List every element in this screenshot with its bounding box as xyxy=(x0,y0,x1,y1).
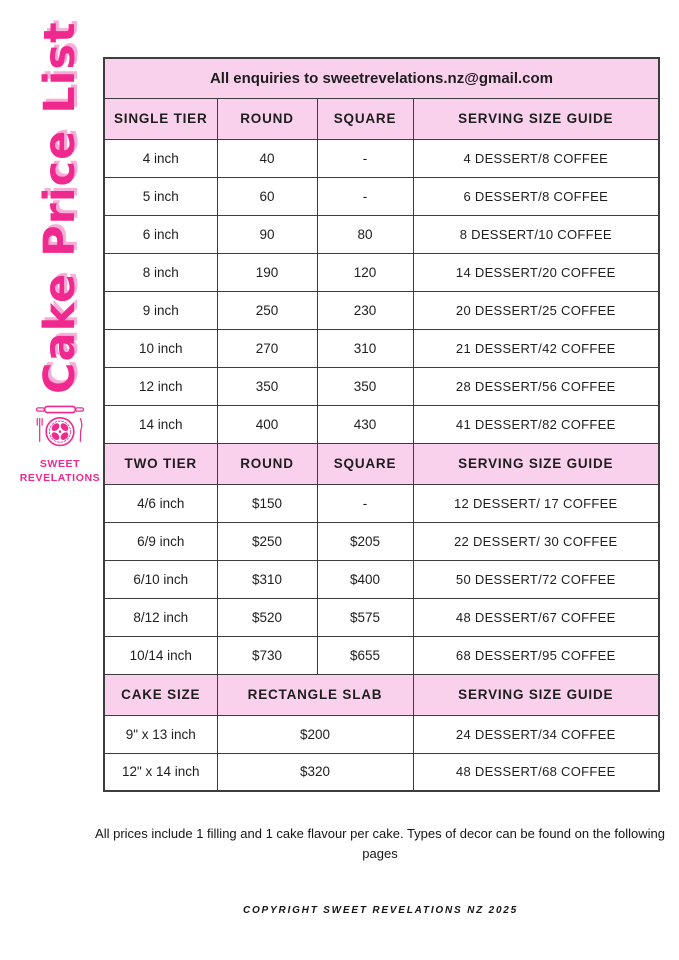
column-header-two-tier: TWO TIER xyxy=(104,443,217,484)
brand-name-line2: REVELATIONS xyxy=(19,471,101,484)
page-title: Cake Price List xyxy=(35,21,85,394)
cell-serving: 68 DESSERT/95 COFFEE xyxy=(413,636,659,674)
cell-size: 9" x 13 inch xyxy=(104,715,217,753)
cell-size: 4/6 inch xyxy=(104,484,217,522)
table-row xyxy=(104,636,659,674)
table-row xyxy=(104,753,659,791)
cell-square-price: 80 xyxy=(317,215,413,253)
column-header-square: SQUARE xyxy=(317,443,413,484)
cell-size: 12" x 14 inch xyxy=(104,753,217,791)
cell-round-price: $520 xyxy=(217,598,317,636)
cell-round-price: 250 xyxy=(217,291,317,329)
cell-square-price: - xyxy=(317,139,413,177)
cell-round-price: 270 xyxy=(217,329,317,367)
cell-size: 5 inch xyxy=(104,177,217,215)
table-row xyxy=(104,715,659,753)
table-row xyxy=(104,598,659,636)
cell-square-price: 310 xyxy=(317,329,413,367)
table-row xyxy=(104,522,659,560)
table-row xyxy=(104,253,659,291)
cell-square-price: $400 xyxy=(317,560,413,598)
brand-name-line1: SWEET xyxy=(39,458,81,470)
table-row xyxy=(104,58,659,98)
column-header-cake-size: CAKE SIZE xyxy=(104,674,217,715)
column-header-serving-guide: SERVING SIZE GUIDE xyxy=(413,98,659,139)
cell-serving: 20 DESSERT/25 COFFEE xyxy=(413,291,659,329)
cell-square-price: 350 xyxy=(317,367,413,405)
cell-round-price: 60 xyxy=(217,177,317,215)
cell-size: 4 inch xyxy=(104,139,217,177)
table-header-row xyxy=(104,443,659,484)
cell-size: 6 inch xyxy=(104,215,217,253)
enquiries-banner: All enquiries to sweetrevelations.nz@gmail.com xyxy=(104,58,659,98)
copyright-text: COPYRIGHT SWEET REVELATIONS NZ 2025 xyxy=(242,905,519,916)
cell-square-price: - xyxy=(317,177,413,215)
cell-slab-price: $200 xyxy=(217,715,413,753)
table-row xyxy=(104,484,659,522)
cell-square-price: 120 xyxy=(317,253,413,291)
cell-serving: 48 DESSERT/68 COFFEE xyxy=(413,753,659,791)
cell-serving: 50 DESSERT/72 COFFEE xyxy=(413,560,659,598)
table-header-row xyxy=(104,98,659,139)
cell-size: 6/10 inch xyxy=(104,560,217,598)
cell-serving: 4 DESSERT/8 COFFEE xyxy=(413,139,659,177)
cell-size: 10/14 inch xyxy=(104,636,217,674)
table-row xyxy=(104,139,659,177)
cell-square-price: 430 xyxy=(317,405,413,443)
table-row xyxy=(104,367,659,405)
column-header-rectangle-slab: RECTANGLE SLAB xyxy=(217,674,413,715)
cell-square-price: 230 xyxy=(317,291,413,329)
cell-square-price: $655 xyxy=(317,636,413,674)
cell-round-price: 190 xyxy=(217,253,317,291)
cell-serving: 24 DESSERT/34 COFFEE xyxy=(413,715,659,753)
cell-serving: 48 DESSERT/67 COFFEE xyxy=(413,598,659,636)
cell-round-price: 90 xyxy=(217,215,317,253)
cell-round-price: 350 xyxy=(217,367,317,405)
brand-logo xyxy=(12,404,108,485)
pricing-note: All prices include 1 filling and 1 cake flavour per cake. Types of decor can be found on the following pages xyxy=(95,826,665,861)
cell-serving: 12 DESSERT/ 17 COFFEE xyxy=(413,484,659,522)
price-table xyxy=(103,57,660,792)
cell-round-price: 400 xyxy=(217,405,317,443)
cell-serving: 41 DESSERT/82 COFFEE xyxy=(413,405,659,443)
table-row xyxy=(104,405,659,443)
column-header-round: ROUND xyxy=(217,443,317,484)
table-row xyxy=(104,291,659,329)
cell-serving: 22 DESSERT/ 30 COFFEE xyxy=(413,522,659,560)
table-header-row xyxy=(104,674,659,715)
cell-round-price: $730 xyxy=(217,636,317,674)
cell-serving: 28 DESSERT/56 COFFEE xyxy=(413,367,659,405)
table-row xyxy=(104,177,659,215)
cell-size: 10 inch xyxy=(104,329,217,367)
column-header-single-tier: SINGLE TIER xyxy=(104,98,217,139)
column-header-serving-guide: SERVING SIZE GUIDE xyxy=(413,443,659,484)
brand-name xyxy=(12,458,108,485)
cell-round-price: $250 xyxy=(217,522,317,560)
table-row xyxy=(104,329,659,367)
cell-round-price: 40 xyxy=(217,139,317,177)
cell-square-price: - xyxy=(317,484,413,522)
cell-serving: 6 DESSERT/8 COFFEE xyxy=(413,177,659,215)
cell-serving: 8 DESSERT/10 COFFEE xyxy=(413,215,659,253)
cell-size: 8 inch xyxy=(104,253,217,291)
cell-round-price: $310 xyxy=(217,560,317,598)
cell-square-price: $205 xyxy=(317,522,413,560)
cell-size: 6/9 inch xyxy=(104,522,217,560)
cell-slab-price: $320 xyxy=(217,753,413,791)
column-header-square: SQUARE xyxy=(317,98,413,139)
cell-serving: 14 DESSERT/20 COFFEE xyxy=(413,253,659,291)
bakery-logo-icon xyxy=(24,404,96,456)
cell-size: 12 inch xyxy=(104,367,217,405)
cell-size: 14 inch xyxy=(104,405,217,443)
cell-serving: 21 DESSERT/42 COFFEE xyxy=(413,329,659,367)
column-header-round: ROUND xyxy=(217,98,317,139)
table-row xyxy=(104,560,659,598)
column-header-serving-guide: SERVING SIZE GUIDE xyxy=(413,674,659,715)
cell-square-price: $575 xyxy=(317,598,413,636)
cell-round-price: $150 xyxy=(217,484,317,522)
table-row xyxy=(104,215,659,253)
cell-size: 9 inch xyxy=(104,291,217,329)
cell-size: 8/12 inch xyxy=(104,598,217,636)
